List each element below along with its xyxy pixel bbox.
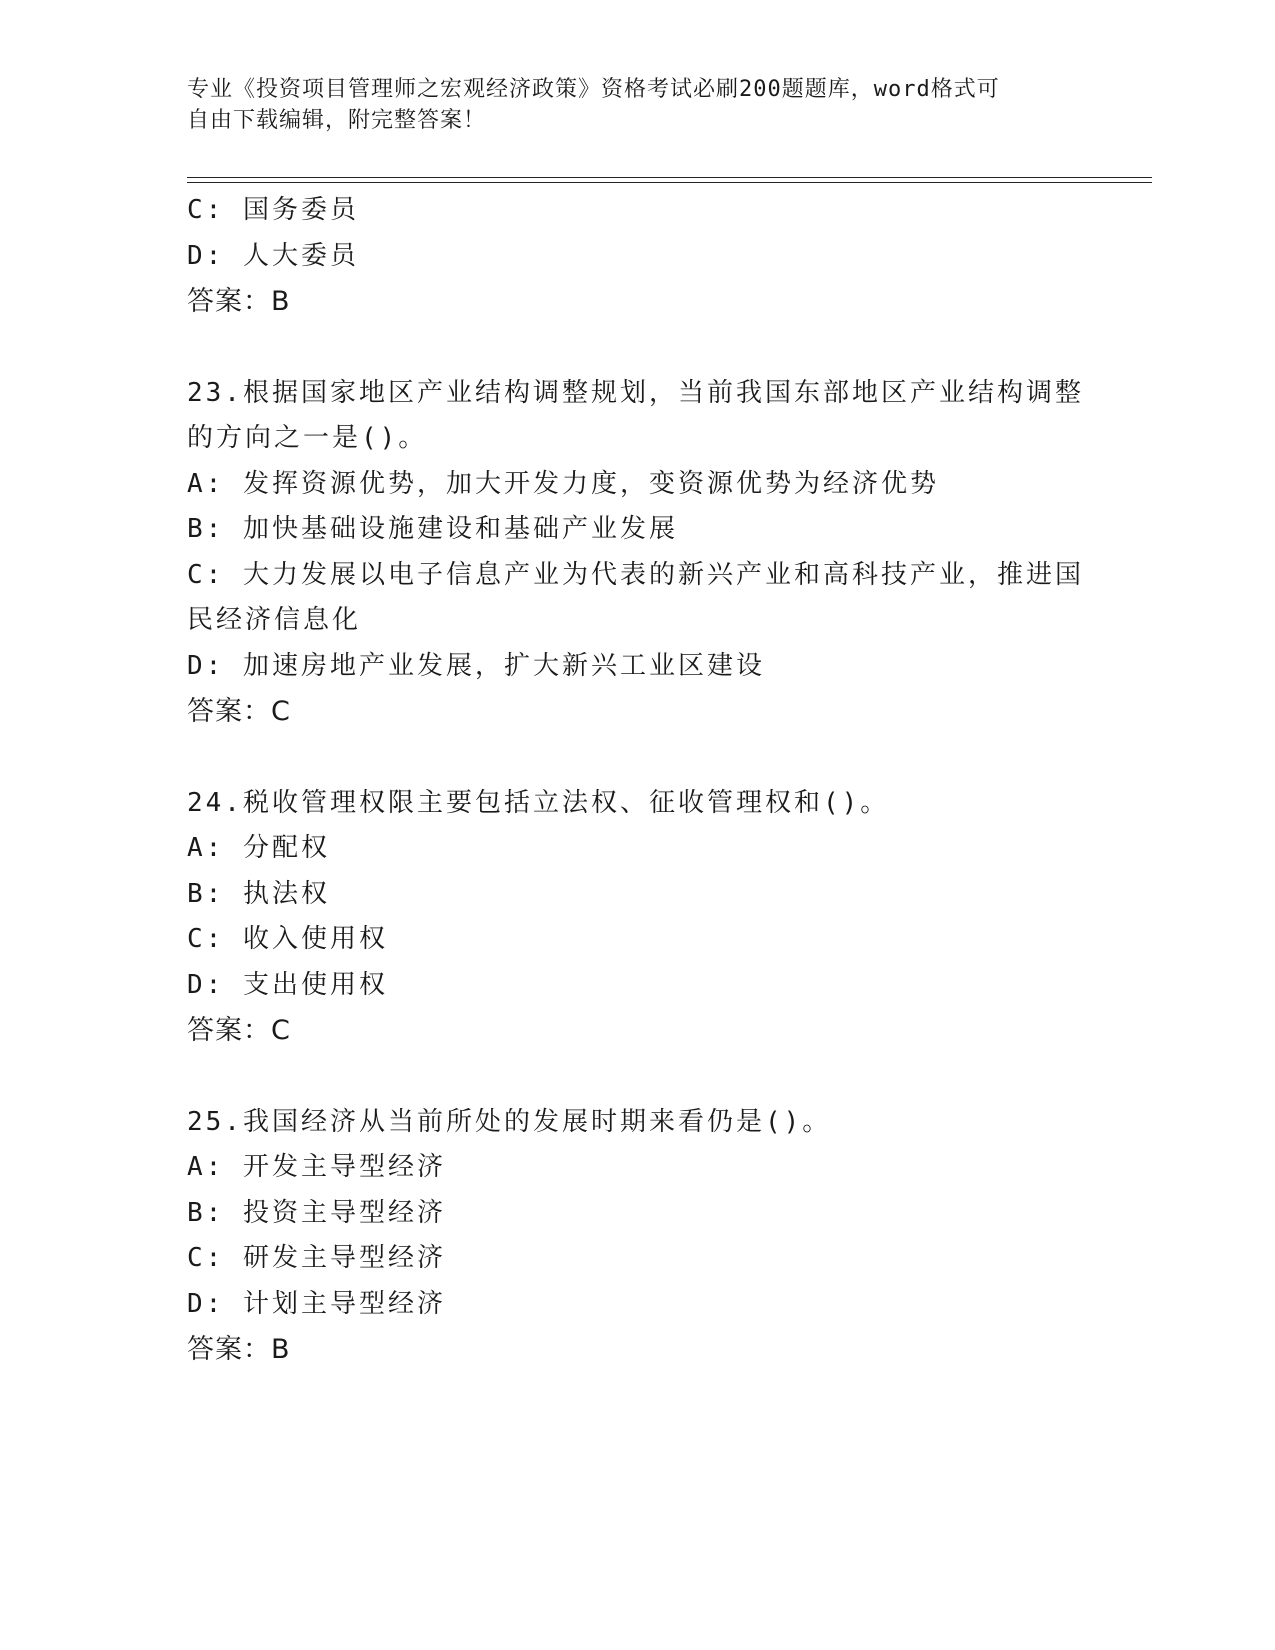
option-b: B: 投资主导型经济 (187, 1197, 446, 1228)
answer-line: 答案：B (187, 1334, 291, 1365)
option-b: B: 执法权 (187, 878, 330, 909)
option-c-continued: 民经济信息化 (187, 605, 362, 635)
header-line-2: 自由下载编辑，附完整答案！ (187, 108, 487, 133)
answer-line: 答案：C (187, 1015, 291, 1046)
question-stem: 23.根据国家地区产业结构调整规划，当前我国东部地区产业结构调整 (187, 377, 1084, 408)
question-stem: 25.我国经济从当前所处的发展时期来看仍是()。 (187, 1106, 832, 1137)
question-25 (187, 1100, 1067, 1373)
question-24 (187, 781, 1067, 1054)
spacer (187, 1054, 1067, 1100)
option-d: D: 人大委员 (187, 240, 359, 271)
option-a: A: 开发主导型经济 (187, 1152, 446, 1182)
option-c: C: 国务委员 (187, 195, 359, 225)
option-c: C: 大力发展以电子信息产业为代表的新兴产业和高科技产业，推进国 (187, 559, 1084, 590)
question-stem: 24.税收管理权限主要包括立法权、征收管理权和()。 (187, 787, 890, 818)
answer-line: 答案：C (187, 696, 291, 727)
document-header (187, 74, 1067, 136)
spacer (187, 325, 1067, 371)
header-divider-bottom (187, 182, 1152, 183)
question-23 (187, 371, 1084, 735)
question-stem-continued: 的方向之一是()。 (187, 423, 428, 453)
header-line-1: 专业《投资项目管理师之宏观经济政策》资格考试必刷200题题库，word格式可 (187, 77, 1000, 102)
option-d: D: 支出使用权 (187, 969, 388, 1000)
answer-line: 答案：B (187, 286, 291, 317)
option-c: C: 研发主导型经济 (187, 1243, 446, 1273)
option-b: B: 加快基础设施建设和基础产业发展 (187, 514, 678, 544)
spacer (187, 735, 1067, 781)
question-list (187, 188, 1084, 1373)
option-d: D: 计划主导型经济 (187, 1288, 446, 1319)
question-22-continued (187, 188, 1067, 325)
option-a: A: 发挥资源优势，加大开发力度，变资源优势为经济优势 (187, 468, 939, 499)
header-divider-top (187, 177, 1152, 178)
option-c: C: 收入使用权 (187, 924, 388, 954)
option-a: A: 分配权 (187, 833, 330, 863)
option-d: D: 加速房地产业发展，扩大新兴工业区建设 (187, 650, 765, 681)
